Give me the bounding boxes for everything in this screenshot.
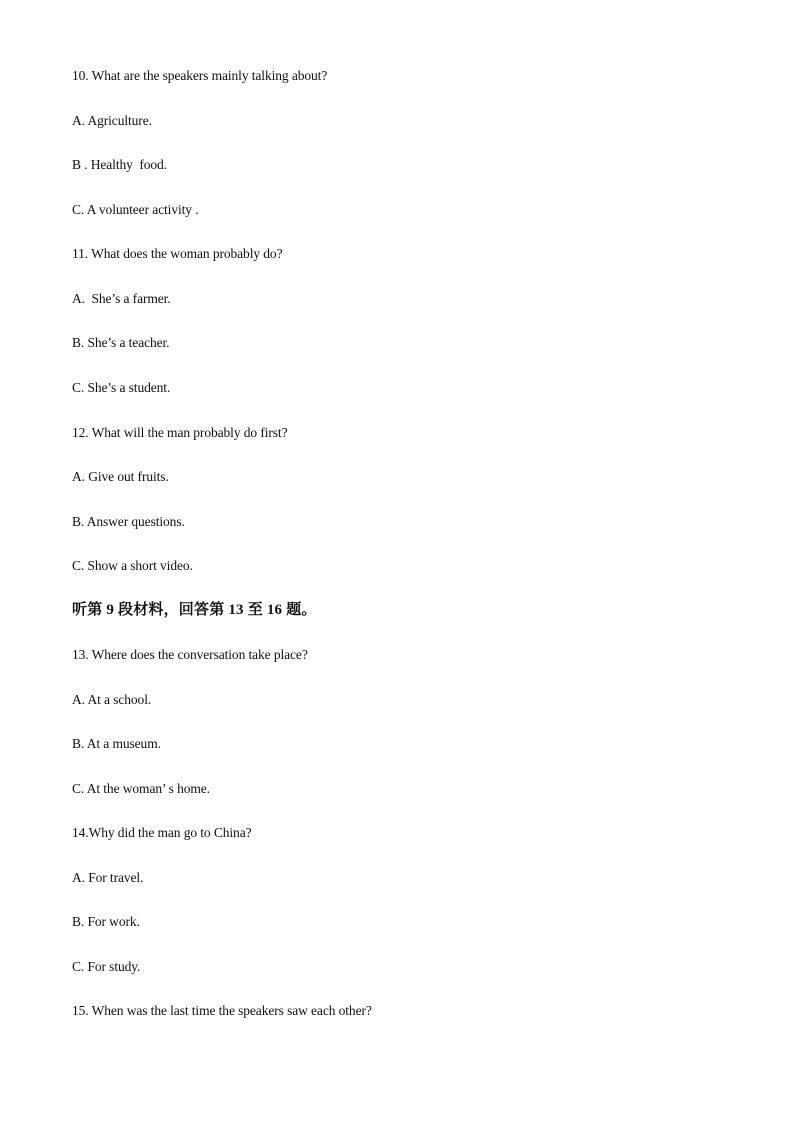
question-10-stem: 10. What are the speakers mainly talking about? [72,68,328,83]
question-10-option-a: A. Agriculture. [72,113,152,128]
question-15-stem: 15. When was the last time the speakers saw each other? [72,1003,372,1018]
question-10-option-b: B . Healthy food. [72,157,167,172]
question-14-option-a: A. For travel. [72,870,144,885]
question-13-option-b: B. At a museum. [72,736,161,751]
question-11-option-b: B. She’s a teacher. [72,335,170,350]
question-14-option-b: B. For work. [72,914,140,929]
question-14-option-c: C. For study. [72,959,141,974]
question-10-option-c: C. A volunteer activity . [72,202,199,217]
question-13-option-c: C. At the woman’ s home. [72,781,210,796]
question-12-stem: 12. What will the man probably do first? [72,425,288,440]
question-13-option-a: A. At a school. [72,692,152,707]
question-12-option-b: B. Answer questions. [72,514,185,529]
question-14-stem: 14.Why did the man go to China? [72,825,252,840]
question-12-option-c: C. Show a short video. [72,558,193,573]
question-13-stem: 13. Where does the conversation take place? [72,647,308,662]
question-11-stem: 11. What does the woman probably do? [72,246,283,261]
question-11-option-c: C. She’s a student. [72,380,171,395]
section-heading: 听第 9 段材料，回答第 13 至 16 题。 [72,602,317,618]
question-12-option-a: A. Give out fruits. [72,469,169,484]
question-11-option-a: A. She’s a farmer. [72,291,171,306]
